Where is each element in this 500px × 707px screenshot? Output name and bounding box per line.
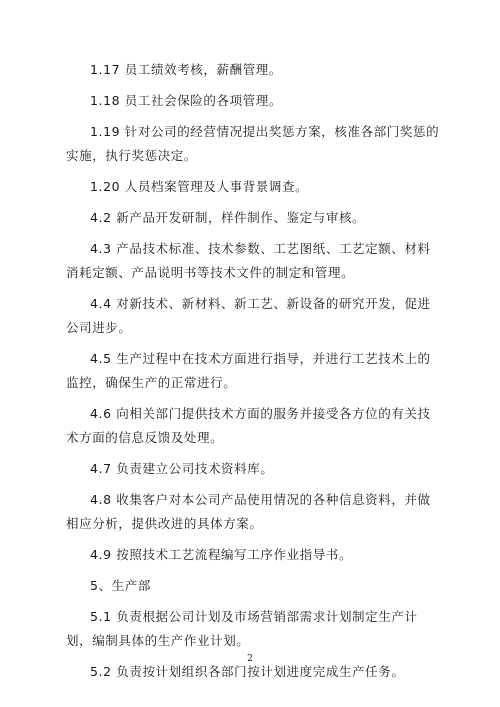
- paragraph-4-8: 4.8 收集客户对本公司产品使用情况的各种信息资料，并做相应分析，提供改进的具体方案。: [66, 492, 431, 531]
- page-number: 2: [247, 654, 253, 664]
- paragraph-5-2: 5.2 负责按计划组织各部门按计划进度完成生产任务。: [90, 664, 405, 679]
- paragraph-4-5: 4.5 生产过程中在技术方面进行指导，并进行工艺技术上的监控，确保生产的正常进行。: [66, 351, 431, 390]
- paragraph-4-6: 4.6 向相关部门提供技术方面的服务并接受各方位的有关技术方面的信息反馈及处理。: [66, 406, 431, 445]
- paragraph-1-18: 1.18 员工社会保险的各项管理。: [90, 93, 283, 108]
- paragraph-4-9: 4.9 按照技术工艺流程编写工序作业指导书。: [90, 547, 353, 562]
- section-heading-production: 5、生产部: [90, 578, 151, 593]
- paragraph-4-4: 4.4 对新技术、新材料、新工艺、新设备的研究开发，促进公司进步。: [66, 296, 431, 335]
- paragraph-4-7: 4.7 负责建立公司技术资料库。: [90, 461, 274, 476]
- paragraph-4-3: 4.3 产品技术标准、技术参数、工艺图纸、工艺定额、材料消耗定额、产品说明书等技术文件的制定和管理。: [66, 241, 431, 280]
- paragraph-1-17: 1.17 员工绩效考核，薪酬管理。: [90, 62, 283, 77]
- document-body: [66, 58, 442, 691]
- paragraph-5-1: 5.1 负责根据公司计划及市场营销部需求计划制定生产计划，编制具体的生产作业计划。: [66, 609, 418, 648]
- paragraph-1-20: 1.20 人员档案管理及人事背景调查。: [90, 179, 309, 194]
- paragraph-4-2: 4.2 新产品开发研制，样件制作、鉴定与审核。: [90, 210, 366, 225]
- paragraph-1-19: 1.19 针对公司的经营情况提出奖惩方案，核准各部门奖惩的实施，执行奖惩决定。: [66, 124, 440, 163]
